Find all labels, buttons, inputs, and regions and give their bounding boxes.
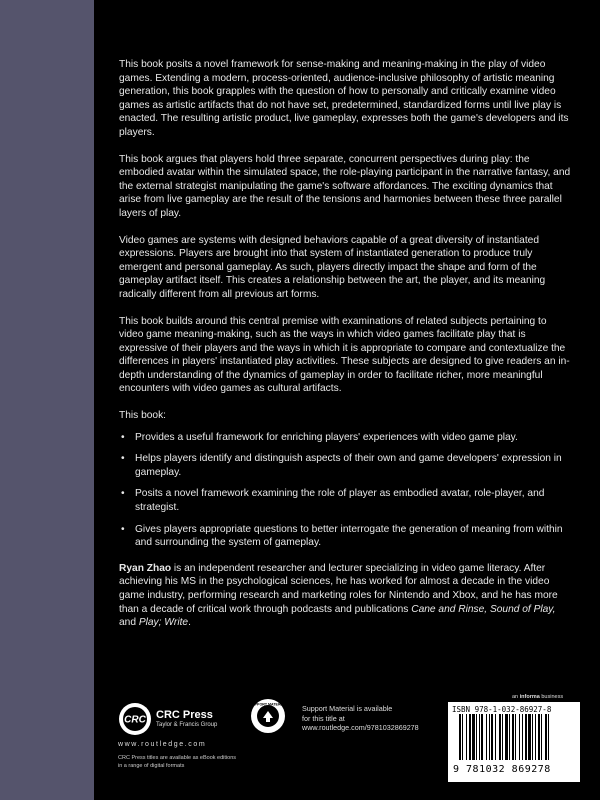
barcode-bar [486,714,487,760]
isbn-label: ISBN 978-1-032-86927-8 [452,705,552,714]
barcode-bar [466,714,467,760]
barcode-bar [495,714,496,760]
barcode-bar [545,714,547,760]
barcode-bar [515,714,516,760]
support-line-2: for this title at [302,713,345,723]
ebook-note: CRC Press titles are available as eBook editions in a range of digital formats [118,755,237,769]
barcode-bar [535,714,536,760]
description-paragraph-1: This book posits a novel framework for sense-making and meaning-making in the play of video games. Extending a modern, process-oriented, audience-inclusive philosophy of artistic meaning generation, this book grapples with the question of how to personally and critically examine video games as artistic artifacts that do not have set, predetermined, standardized forms until live play is enacted. The resulting artistic product, live gameplay, expresses both the game's developers and its players. [119,59,569,138]
barcode-bar [528,714,531,760]
barcode-bar [512,714,514,760]
informa-suffix: business [539,694,564,700]
barcode-bar [481,714,483,760]
feature-item-2: • Helps players identify and distinguish aspects of their own and game developers' expression in gameplay. [119,452,571,479]
informa-business-label [512,694,563,700]
publisher-url: www.routledge.com [118,741,207,748]
informa-brand: informa [519,694,540,700]
barcode-bar [472,714,475,760]
bio-end: . [188,617,191,629]
publisher-name: CRC Press [156,709,213,721]
barcode-bar [479,714,480,760]
barcode-bar [499,714,501,760]
features-list [119,431,571,550]
barcode-bar [525,714,527,760]
list-intro: This book: [119,410,166,422]
barcode-bar [489,714,490,760]
bio-text: is an independent researcher and lecturer specializing in video game literacy. After achieving his MS in the psychological sciences, he has worked for almost a decade in the video game industry, performing research and marketing roles for Nintendo and Xbox, and he has more than a decade of critical work through podcasts and publications [119,562,558,615]
barcode-bar [532,714,533,760]
author-bio [119,562,571,630]
support-line-1: Support Material is available [302,704,393,713]
spine-color-band [0,0,94,800]
barcode-bar [509,714,510,760]
support-badge-text: SUPPORT MATERIAL [250,702,286,707]
barcode-bar [519,714,520,760]
barcode-bar [541,714,542,760]
informa-prefix: an [512,694,520,700]
support-material-icon [250,698,286,734]
crc-press-logo [118,702,152,736]
feature-item-1: • Provides a useful framework for enriching players' experiences with video game play. [119,431,571,445]
barcode-bar [522,714,523,760]
barcode-bar [491,714,493,760]
bio-joiner: and [119,617,139,629]
barcode-bar [548,714,549,760]
crc-logo-text: CRC [124,714,146,726]
author-name: Ryan Zhao [119,562,172,574]
feature-item-4: • Gives players appropriate questions to better interrogate the generation of meaning from within and surrounding the system of gameplay. [119,523,571,550]
bio-last-work: Play; Write [138,617,189,629]
barcode-bar [502,714,503,760]
description-paragraph-2: This book argues that players hold three separate, concurrent perspectives during play: the embodied avatar within the simulated space, the role-playing participant in the narrative fantasy, and the external strategist manipulating the game's software affordances. The exciting dynamics that arise from live gameplay are the result of the tensions and harmonies between these three parallel layers of play. [119,153,571,219]
barcode [455,714,575,764]
barcode-bar [476,714,477,760]
barcode-bar [469,714,471,760]
isbn-digits: 9 781032 869278 [453,764,551,775]
support-url: www.routledge.com/9781032869278 [302,723,419,733]
support-material-text [302,704,452,733]
publisher-group: Taylor & Francis Group [156,722,218,728]
description-paragraph-3: Video games are systems with designed behaviors capable of a great diversity of instantiated expressions. Players are brought into that system of instantiated generation to produce truly emergent and personal gameplay. As such, players directly impact the shape and form of the gameplay artifact itself. This creates a relationship between the art, the player, and its meaning radically different from all previous art forms. [119,234,546,300]
barcode-bar [462,714,463,760]
feature-item-3: • Posits a novel framework examining the role of player as embodied avatar, role-player, and strategist. [119,487,571,514]
barcode-bar [459,714,461,760]
barcode-bar [538,714,540,760]
barcode-bar [505,714,508,760]
description-paragraph-4: This book builds around this central premise with examinations of related subjects pertaining to video game meaning-making, such as the ways in which video games facilitate play that is expressive of their players and the ways in which it is appropriate to compare and contextualize the differences in players' instantiated play activities. These subjects are designed to give readers an in-depth understanding of the dynamics of gameplay in order to facilitate richer, more meaningful encounters with video games as cultural artifacts. [119,315,570,395]
back-cover-text [119,58,571,643]
bio-works: Cane and Rinse, Sound of Play, [411,603,556,615]
